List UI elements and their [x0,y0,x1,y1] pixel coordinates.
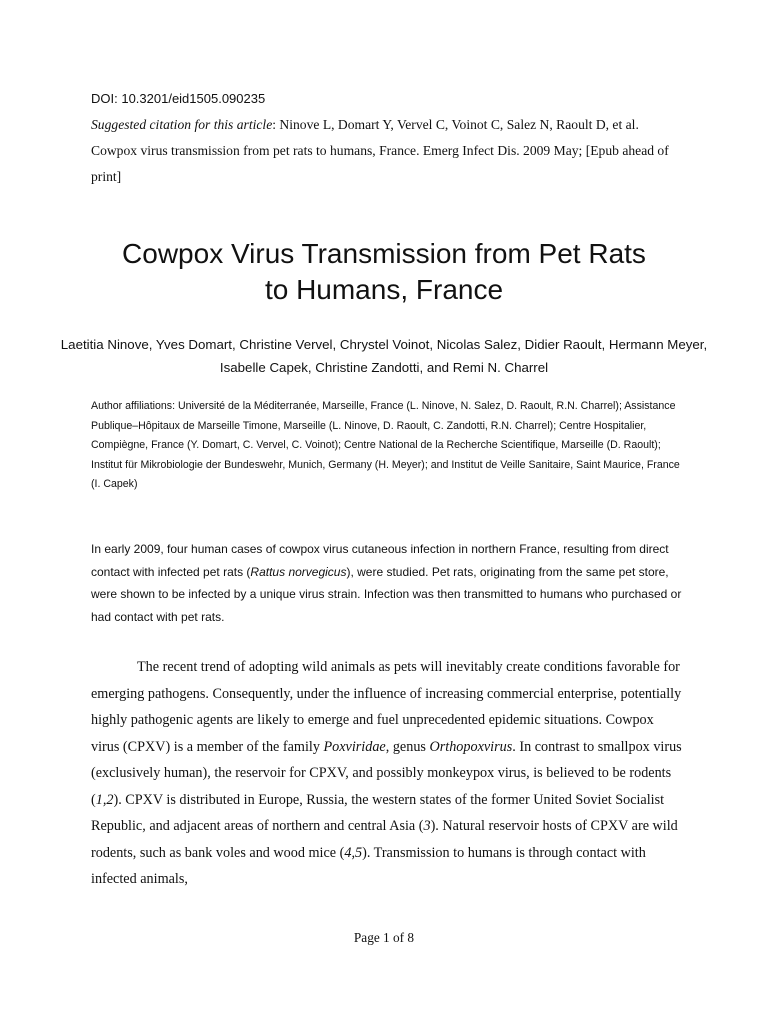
title-line-1: Cowpox Virus Transmission from Pet Rats [122,238,646,269]
body-text-1: The recent trend of adopting wild animals as pets will inevitably create conditions favorable for emerging pathogens. Consequently, under the influence of increasing commercial enterprise, potentially highly pathogenic agents are likely to emerge and fuel unprecedented epidemic situations. Cowpox virus (CPXV) is a member of the family [91,659,682,755]
reference-link[interactable]: 3 [423,818,431,834]
title-line-2: to Humans, France [264,274,504,305]
suggested-citation [91,112,681,190]
body-text-2: , genus [385,738,430,755]
citation-text: : Ninove L, Domart Y, Vervel C, Voinot C, Salez N, Raoult D, et al. Cowpox virus transmission from pet rats to humans, France. Emerg Infect Dis. 2009 May; [Epub ahead of print] [91,117,669,184]
article-title [60,236,708,308]
reference-link[interactable]: 1,2 [95,791,114,808]
page-number: Page 1 of 8 [353,930,415,945]
citation-label: Suggested citation for this article [91,117,273,132]
abstract-text-2: ), were studied. Pet rats, originating from the same pet store, were shown to be infected by a unique virus strain. Infection was then transmitted to humans who purchased or had contact with pet rats. [91,564,682,624]
doi: DOI: 10.3201/eid1505.090235 [91,91,266,106]
body-text-3: . In contrast to smallpox virus (exclusively human), the reservoir for CPXV, and possibly monkeypox virus, is believed to be rodents ( [91,738,682,808]
body-genus: Orthopoxvirus [429,738,513,755]
body-family: Poxviridae [323,738,386,755]
reference-link[interactable]: 4,5 [344,844,363,861]
body-paragraph [91,654,683,893]
body-text-6: ). Transmission to humans is through contact with infected animals, [91,844,646,887]
abstract-text-1: In early 2009, four human cases of cowpox virus cutaneous infection in northern France, resulting from direct contact with infected pet rats ( [91,542,669,579]
author-list: Laetitia Ninove, Yves Domart, Christine Vervel, Chrystel Voinot, Nicolas Salez, Didier Raoult, Hermann Meyer, Isabelle Capek, Christine Zandotti, and Remi N. Charrel [60,337,708,375]
body-text-5: ). Natural reservoir hosts of CPXV are wild rodents, such as bank voles and wood mice ( [91,818,678,861]
author-affiliations: Author affiliations: Université de la Méditerranée, Marseille, France (L. Ninove, N. Salez, D. Raoult, R.N. Charrel); Assistance Publique–Hôpitaux de Marseille Timone, Marseille (L. Ninove, D. Raoult, C. Zandotti, R.N. Charrel); Centre Hospitalier, Compiègne, France (Y. Domart, C. Vervel, C. Voinot); Centre National de la Recherche Scientifique, Marseille (D. Raoult); Institut für Mikrobiologie der Bundeswehr, Munich, Germany (H. Meyer); and Institut de Veille Sanitaire, Saint Maurice, France (I. Capek) [91,400,680,490]
body-text-4: ). CPXV is distributed in Europe, Russia, the western states of the former United Soviet Socialist Republic, and adjacent areas of northern and central Asia ( [91,791,665,834]
abstract [91,538,683,628]
abstract-species: Rattus norvegicus [250,564,347,579]
